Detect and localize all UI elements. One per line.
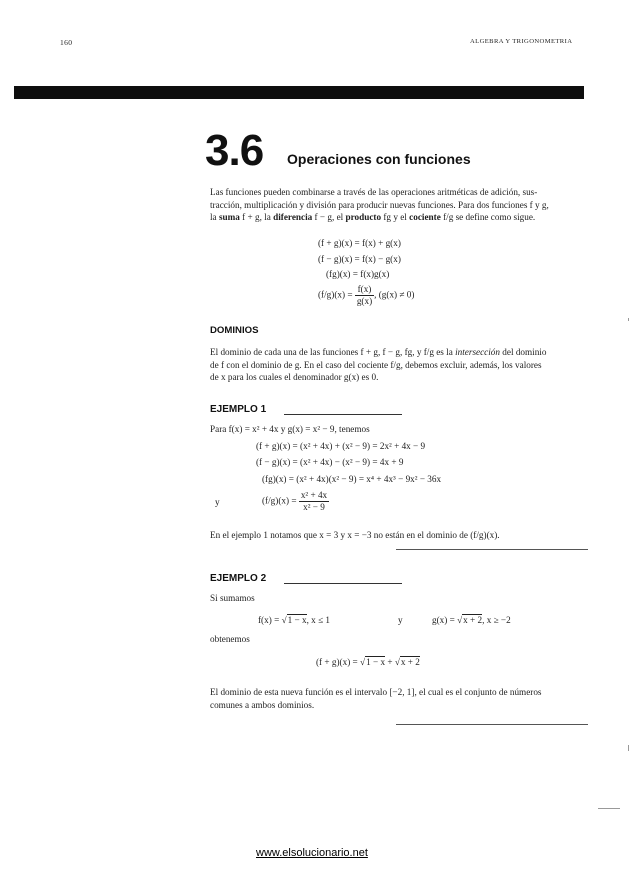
sqrt-icon: √ <box>394 657 400 667</box>
ejemplo1-note: En el ejemplo 1 notamos que x = 3 y x = −3 no están en el dominio de (f/g)(x). <box>210 530 500 540</box>
ejemplo2-sum-radicand1: 1 − x <box>366 657 386 667</box>
running-title: ALGEBRA Y TRIGONOMETRIA <box>470 38 573 45</box>
ejemplo2-sum-lhs: (f + g)(x) = <box>316 657 361 667</box>
ejemplo2-f <box>258 615 330 625</box>
ejemplo2-heading: EJEMPLO 2 <box>210 573 267 584</box>
dominios-paragraph <box>210 346 590 384</box>
ejemplo1-eq1: (f + g)(x) = (x² + 4x) + (x² − 9) = 2x² + 4x − 9 <box>256 441 426 451</box>
def-quot-den: g(x) <box>356 296 373 306</box>
ejemplo1-eq2: (f − g)(x) = (x² + 4x) − (x² − 9) = 4x + 9 <box>256 457 404 467</box>
text-run: la <box>210 212 219 223</box>
text-run: El dominio de cada una de las funciones f + g, f − g, fg, y f/g es la <box>210 347 456 357</box>
ejemplo1-intro: Para f(x) = x² + 4x y g(x) = x² − 9, tenemos <box>210 424 370 434</box>
ejemplo2-g <box>432 615 511 625</box>
ejemplo2-sum <box>316 657 420 667</box>
def-diff: (f − g)(x) = f(x) − g(x) <box>318 254 401 264</box>
text-run: f + g, la <box>239 212 274 223</box>
page-number: 160 <box>60 38 73 47</box>
ejemplo1-eq3: (fg)(x) = (x² + 4x)(x² − 9) = x⁴ + 4x³ − 9x² − 36x <box>262 474 442 484</box>
def-prod: (fg)(x) = f(x)g(x) <box>326 269 390 279</box>
ejemplo1-end-rule <box>396 549 588 550</box>
scan-mark <box>628 318 629 321</box>
ejemplo2-g-cond: , x ≥ −2 <box>482 615 511 625</box>
dominios-heading: DOMINIOS <box>210 325 259 336</box>
ejemplo1-eq4 <box>262 490 329 513</box>
term-diferencia: diferencia <box>273 212 313 223</box>
term-cociente: cociente <box>409 212 441 223</box>
footer-site-link[interactable]: www.elsolucionario.net <box>256 847 368 859</box>
term-suma: suma <box>218 212 240 223</box>
ejemplo1-eq4-lhs: (f/g)(x) = <box>262 495 297 506</box>
sqrt-icon: √ <box>457 615 463 625</box>
ejemplo2-f-radicand: 1 − x <box>287 615 307 625</box>
sqrt-icon: √ <box>281 615 287 625</box>
dominios-line: de x para los cuales el denominador g(x) es 0. <box>210 372 379 383</box>
ejemplo2-rule <box>284 583 402 584</box>
conclusion-line: comunes a ambos dominios. <box>210 699 315 710</box>
header-rule <box>14 86 584 99</box>
ejemplo1-heading: EJEMPLO 1 <box>210 404 267 415</box>
def-quot <box>318 284 414 307</box>
intro-paragraph <box>210 186 590 224</box>
ejemplo2-obtenemos: obtenemos <box>210 634 250 644</box>
def-sum: (f + g)(x) = f(x) + g(x) <box>318 238 401 248</box>
scan-mark <box>628 745 629 751</box>
section-title: Operaciones con funciones <box>287 151 471 167</box>
ejemplo2-conclusion <box>210 686 590 711</box>
ejemplo2-f-lhs: f(x) = <box>258 615 282 625</box>
text-run: f − g, el <box>312 212 346 223</box>
ejemplo2-intro: Si sumamos <box>210 593 255 603</box>
text-run: del dominio <box>500 347 547 357</box>
ejemplo2-g-lhs: g(x) = <box>432 615 458 625</box>
ejemplo1-eq4-fraction <box>299 490 329 513</box>
intro-line <box>210 211 590 224</box>
text-run: f/g se define como sigue. <box>440 212 536 223</box>
term-interseccion: intersección <box>455 347 500 357</box>
def-quot-num: f(x) <box>355 284 374 296</box>
ejemplo2-sum-radicand2: x + 2 <box>400 657 420 667</box>
dominios-line <box>210 346 590 359</box>
term-producto: producto <box>345 212 382 223</box>
ejemplo1-rule <box>284 414 402 415</box>
conclusion-line: El dominio de esta nueva función es el intervalo [−2, 1], el cual es el conjunto de números <box>210 687 542 697</box>
def-quot-fraction <box>355 284 374 307</box>
ejemplo1-y: y <box>215 497 220 507</box>
ejemplo2-y: y <box>398 615 403 625</box>
text-run: fg y el <box>381 212 410 223</box>
ejemplo2-sum-plus: + <box>385 657 395 667</box>
def-quot-cond: , (g(x) ≠ 0) <box>374 289 415 300</box>
ejemplo2-g-radicand: x + 2 <box>463 615 483 625</box>
ejemplo1-eq4-den: x² − 9 <box>303 502 325 512</box>
def-quot-lhs: (f/g)(x) = <box>318 289 353 300</box>
intro-line: tracción, multiplicación y división para producir nuevas funciones. Para dos funciones f y g, <box>210 199 549 210</box>
dominios-line: de f con el dominio de g. En el caso del cociente f/g, debemos excluir, además, los valores <box>210 359 542 370</box>
ejemplo1-eq4-num: x² + 4x <box>300 490 328 500</box>
section-number: 3.6 <box>205 126 264 175</box>
scan-mark <box>598 808 620 809</box>
intro-line: Las funciones pueden combinarse a través de las operaciones aritméticas de adición, sus- <box>210 187 538 197</box>
ejemplo2-f-cond: , x ≤ 1 <box>306 615 330 625</box>
sqrt-icon: √ <box>360 657 366 667</box>
ejemplo2-end-rule <box>396 724 588 725</box>
